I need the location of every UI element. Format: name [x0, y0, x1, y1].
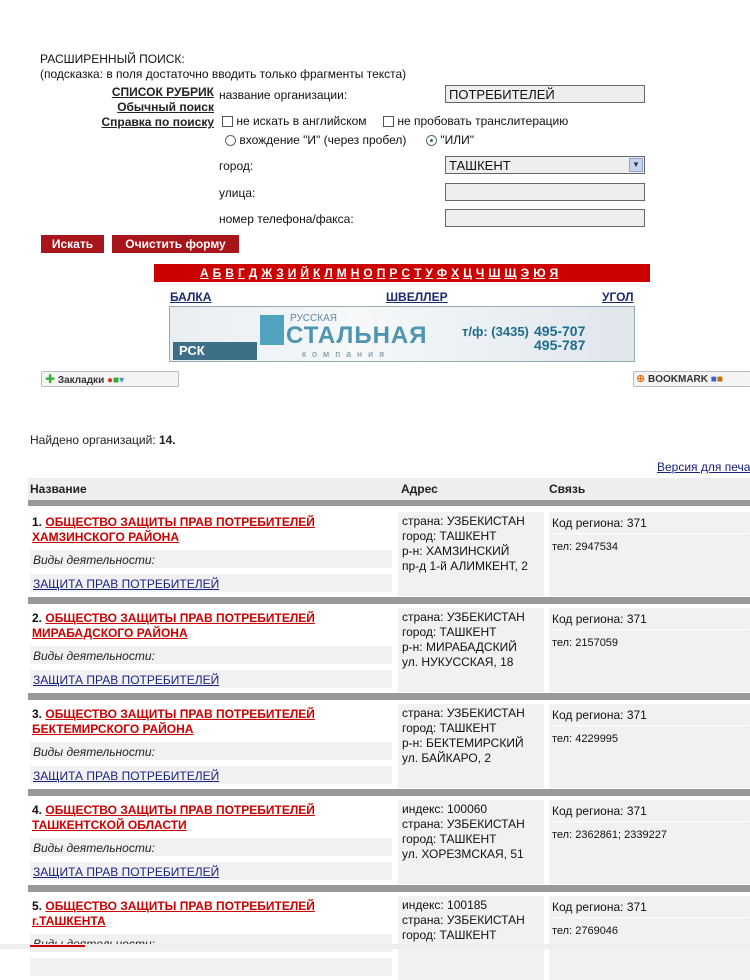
- city-select-value: ТАШКЕНТ: [449, 158, 511, 173]
- table-row: [28, 896, 750, 980]
- rsk-logo: [173, 342, 257, 360]
- alphabet-letter[interactable]: Д: [248, 266, 258, 280]
- org-number: 4.: [32, 803, 43, 817]
- radio-or-option[interactable]: [426, 133, 474, 147]
- org-title: [32, 803, 372, 833]
- org-name-link-line2[interactable]: БЕКТЕМИРСКОГО РАЙОНА: [32, 722, 194, 736]
- org-number: 1.: [32, 515, 43, 529]
- row-separator: [28, 885, 750, 892]
- address-line: ул. НУКУССКАЯ, 18: [402, 655, 514, 669]
- address-block: [402, 898, 525, 943]
- radio-and[interactable]: [225, 135, 236, 146]
- phone-number: [552, 925, 618, 937]
- region-value: 371: [626, 804, 647, 818]
- radio-or-label: "ИЛИ": [440, 133, 474, 147]
- alphabet-letter[interactable]: Я: [549, 266, 559, 280]
- org-name-input[interactable]: ПОТРЕБИТЕЛЕЙ: [445, 85, 645, 103]
- phone-label: тел:: [552, 637, 573, 649]
- plus-icon: ✚: [45, 372, 56, 386]
- no-translit-option[interactable]: [383, 114, 568, 128]
- activity-label: Виды деятельности:: [33, 745, 155, 759]
- activity-link[interactable]: ЗАЩИТА ПРАВ ПОТРЕБИТЕЛЕЙ: [33, 577, 220, 591]
- bookmark-label: BOOKMARK: [648, 374, 708, 385]
- address-line: город: ТАШКЕНТ: [402, 832, 497, 846]
- org-title: [32, 611, 372, 641]
- phone-input[interactable]: [445, 209, 645, 227]
- address-line: город: ТАШКЕНТ: [402, 625, 497, 639]
- phone-number: [552, 829, 667, 841]
- service-icon: ■: [710, 374, 717, 385]
- address-line: город: ТАШКЕНТ: [402, 928, 497, 942]
- categories-link[interactable]: СПИСОК РУБРИК: [111, 85, 214, 99]
- region-code: [552, 900, 647, 914]
- alphabet-letter[interactable]: Ю: [533, 266, 546, 280]
- alphabet-letter[interactable]: Н: [350, 266, 360, 280]
- alphabet-letter[interactable]: Р: [389, 266, 398, 280]
- banner-phone-label: т/ф: (3435): [462, 324, 529, 339]
- banner-small-text: РУССКАЯ: [290, 313, 337, 324]
- org-name-link[interactable]: ОБЩЕСТВО ЗАЩИТЫ ПРАВ ПОТРЕБИТЕЛЕЙ: [45, 803, 315, 817]
- banner-sub-text: компания: [302, 349, 390, 359]
- alphabet-letter[interactable]: А: [200, 266, 209, 280]
- alphabet-letter[interactable]: П: [376, 266, 386, 280]
- s-logo-icon: [260, 315, 284, 345]
- status-strip: [0, 944, 750, 949]
- activity-link-row: [30, 958, 392, 976]
- address-line: р-н: БЕКТЕМИРСКИЙ: [402, 736, 524, 750]
- service-icon: ▾: [119, 375, 125, 386]
- alphabet-bar: [154, 264, 650, 282]
- region-value: 371: [626, 708, 647, 722]
- rsk-logo-text: РСК: [179, 343, 205, 358]
- activity-row: [30, 934, 392, 952]
- bookmark-widget[interactable]: [633, 371, 750, 387]
- alphabet-letter[interactable]: К: [312, 266, 321, 280]
- org-title: [32, 899, 372, 929]
- banner-big-text: СТАЛЬНАЯ: [286, 322, 428, 349]
- no-english-checkbox[interactable]: [222, 116, 233, 127]
- contact-divider: [552, 917, 748, 918]
- org-number: 5.: [32, 899, 43, 913]
- contact-divider: [552, 821, 748, 822]
- address-line: страна: УЗБЕКИСТАН: [402, 610, 525, 624]
- col-contact-header: Связь: [549, 482, 586, 496]
- alphabet-letter[interactable]: Л: [324, 266, 333, 280]
- simple-search-link[interactable]: Обычный поиск: [117, 100, 214, 114]
- alphabet-letter[interactable]: Ф: [436, 266, 448, 280]
- found-count: [30, 433, 176, 447]
- alphabet-letter[interactable]: О: [363, 266, 373, 280]
- alphabet-letter[interactable]: Х: [451, 266, 460, 280]
- alphabet-letter[interactable]: Э: [520, 266, 530, 280]
- table-row: [28, 704, 750, 788]
- alphabet-letter[interactable]: Ж: [261, 266, 273, 280]
- phone-label: тел:: [552, 925, 573, 937]
- activity-link-row: [30, 862, 392, 880]
- alphabet-letter[interactable]: Г: [237, 266, 245, 280]
- category-link-shveller[interactable]: ШВЕЛЛЕР: [386, 290, 448, 304]
- alphabet-letter[interactable]: С: [401, 266, 411, 280]
- table-header: [28, 478, 750, 506]
- region-label: Код региона:: [552, 900, 624, 914]
- city-label: город:: [219, 159, 254, 173]
- table-row: [28, 608, 750, 692]
- phone-value: 4229995: [575, 733, 619, 745]
- bookmark-icon: ⊕: [636, 373, 646, 385]
- alphabet-letter[interactable]: Ц: [463, 266, 472, 280]
- address-line: страна: УЗБЕКИСТАН: [402, 514, 525, 528]
- region-code: [552, 708, 647, 722]
- phone-value: 2362861; 2339227: [575, 829, 667, 841]
- address-line: ул. БАЙКАРО, 2: [402, 751, 492, 765]
- org-name-link-line2[interactable]: МИРАБАДСКОГО РАЙОНА: [32, 626, 188, 640]
- phone-label: номер телефона/факса:: [219, 212, 354, 226]
- phone-number: [552, 637, 618, 649]
- alphabet-letter[interactable]: Б: [212, 266, 222, 280]
- radio-or[interactable]: [426, 135, 437, 146]
- row-separator: [28, 693, 750, 700]
- service-icon: ●: [107, 375, 114, 386]
- phone-value: 2157059: [575, 637, 619, 649]
- ad-banner[interactable]: [169, 306, 635, 362]
- region-code: [552, 516, 647, 530]
- alphabet-letter[interactable]: И: [287, 266, 297, 280]
- region-label: Код региона:: [552, 804, 624, 818]
- street-input[interactable]: [445, 183, 645, 201]
- region-value: 371: [626, 900, 647, 914]
- phone-number: [552, 733, 618, 745]
- address-block: [402, 514, 528, 574]
- address-block: [402, 706, 525, 766]
- banner-phone-2: 495-787: [534, 337, 586, 353]
- table-row: [28, 800, 750, 884]
- alphabet-letter[interactable]: Ш: [488, 266, 501, 280]
- no-translit-checkbox[interactable]: [383, 116, 394, 127]
- org-name-link-line2[interactable]: ТАШКЕНТСКОЙ ОБЛАСТИ: [32, 818, 187, 832]
- alphabet-letter[interactable]: Ч: [475, 266, 485, 280]
- search-hint: (подсказка: в поля достаточно вводить только фрагменты текста): [40, 67, 407, 81]
- bookmarks-label: Закладки: [57, 375, 105, 386]
- org-name-link[interactable]: ОБЩЕСТВО ЗАЩИТЫ ПРАВ ПОТРЕБИТЕЛЕЙ: [45, 515, 315, 529]
- address-line: страна: УЗБЕКИСТАН: [402, 817, 525, 831]
- radio-and-label: вхождение "И" (через пробел): [239, 133, 407, 147]
- chevron-down-icon[interactable]: ▼: [629, 158, 643, 172]
- region-label: Код региона:: [552, 612, 624, 626]
- activity-link-row: [30, 766, 392, 784]
- region-code: [552, 612, 647, 626]
- address-line: город: ТАШКЕНТ: [402, 529, 497, 543]
- activity-row: [30, 838, 392, 856]
- search-button[interactable]: Искать: [41, 235, 104, 253]
- alphabet-letter[interactable]: М: [336, 266, 347, 280]
- no-english-option[interactable]: [222, 114, 367, 128]
- address-line: город: ТАШКЕНТ: [402, 721, 497, 735]
- org-name-link[interactable]: ОБЩЕСТВО ЗАЩИТЫ ПРАВ ПОТРЕБИТЕЛЕЙ: [45, 611, 315, 625]
- org-name-link[interactable]: ОБЩЕСТВО ЗАЩИТЫ ПРАВ ПОТРЕБИТЕЛЕЙ г.ТАШКЕНТА: [32, 899, 315, 928]
- col-name-header: Название: [30, 482, 87, 496]
- no-english-label: не искать в английском: [236, 114, 367, 128]
- service-icon: ■: [716, 374, 723, 385]
- org-number: 3.: [32, 707, 43, 721]
- region-label: Код региона:: [552, 516, 624, 530]
- contact-divider: [552, 629, 748, 630]
- alphabet-letter[interactable]: В: [225, 266, 234, 280]
- found-label: Найдено организаций:: [30, 433, 156, 447]
- activity-link-row: [30, 670, 392, 688]
- org-name-link[interactable]: ОБЩЕСТВО ЗАЩИТЫ ПРАВ ПОТРЕБИТЕЛЕЙ: [45, 707, 315, 721]
- no-translit-label: не пробовать транслитерацию: [397, 114, 569, 128]
- radio-and-option[interactable]: [225, 133, 406, 147]
- phone-label: тел:: [552, 829, 573, 841]
- alphabet-letter[interactable]: З: [276, 266, 284, 280]
- banner-phone-1: 495-707: [534, 323, 586, 339]
- address-line: страна: УЗБЕКИСТАН: [402, 913, 525, 927]
- alphabet-letter[interactable]: Щ: [504, 266, 517, 280]
- search-help-link[interactable]: Справка по поиску: [101, 115, 214, 129]
- row-separator: [28, 789, 750, 796]
- org-name-link-line2[interactable]: ХАМЗИНСКОГО РАЙОНА: [32, 530, 180, 544]
- category-link-ugol[interactable]: УГОЛ: [602, 290, 634, 304]
- alphabet-letter[interactable]: У: [425, 266, 433, 280]
- address-line: пр-д 1-й АЛИМКЕНТ, 2: [402, 559, 528, 573]
- region-value: 371: [626, 612, 647, 626]
- address-line: р-н: ХАМЗИНСКИЙ: [402, 544, 510, 558]
- contact-divider: [552, 533, 748, 534]
- category-link-balka[interactable]: БАЛКА: [170, 290, 212, 304]
- activity-link-row: [30, 574, 392, 592]
- org-title: [32, 515, 372, 545]
- activity-link[interactable]: ЗАЩИТА ПРАВ ПОТРЕБИТЕЛЕЙ: [33, 865, 220, 879]
- activity-row: [30, 550, 392, 568]
- bookmarks-widget[interactable]: [41, 371, 179, 387]
- search-title: РАСШИРЕННЫЙ ПОИСК:: [40, 52, 185, 66]
- service-icon: ■: [113, 375, 120, 386]
- phone-value: 2769046: [575, 925, 619, 937]
- address-block: [402, 610, 525, 670]
- activity-link[interactable]: ЗАЩИТА ПРАВ ПОТРЕБИТЕЛЕЙ: [33, 769, 220, 783]
- activity-label: Виды деятельности:: [33, 553, 155, 567]
- clear-form-button[interactable]: Очистить форму: [112, 235, 239, 253]
- contact-divider: [552, 725, 748, 726]
- activity-link[interactable]: ЗАЩИТА ПРАВ ПОТРЕБИТЕЛЕЙ: [33, 673, 220, 687]
- address-line: ул. ХОРЕЗМСКАЯ, 51: [402, 847, 524, 861]
- alphabet-letter[interactable]: Т: [414, 266, 422, 280]
- phone-label: тел:: [552, 733, 573, 745]
- region-label: Код региона:: [552, 708, 624, 722]
- org-title: [32, 707, 372, 737]
- region-code: [552, 804, 647, 818]
- address-line: индекс: 100060: [402, 802, 488, 816]
- found-number: 14.: [158, 433, 176, 447]
- alphabet-letter[interactable]: Й: [300, 266, 309, 280]
- col-address-header: Адрес: [401, 482, 438, 496]
- street-label: улица:: [219, 186, 256, 200]
- activity-label: Виды деятельности:: [33, 841, 155, 855]
- activity-row: [30, 646, 392, 664]
- phone-label: тел:: [552, 541, 573, 553]
- activity-row: [30, 742, 392, 760]
- org-number: 2.: [32, 611, 43, 625]
- address-line: индекс: 100185: [402, 898, 488, 912]
- print-version-link[interactable]: Версия для печа: [657, 460, 750, 474]
- phone-number: [552, 541, 618, 553]
- org-name-label: название организации:: [219, 88, 348, 102]
- phone-value: 2947534: [575, 541, 619, 553]
- region-value: 371: [626, 516, 647, 530]
- activity-label: Виды деятельности:: [33, 649, 155, 663]
- row-separator: [28, 597, 750, 604]
- city-select[interactable]: [445, 156, 645, 174]
- address-line: р-н: МИРАБАДСКИЙ: [402, 640, 517, 654]
- table-row: [28, 512, 750, 596]
- address-block: [402, 802, 525, 862]
- progress-indicator: [30, 945, 85, 947]
- address-line: страна: УЗБЕКИСТАН: [402, 706, 525, 720]
